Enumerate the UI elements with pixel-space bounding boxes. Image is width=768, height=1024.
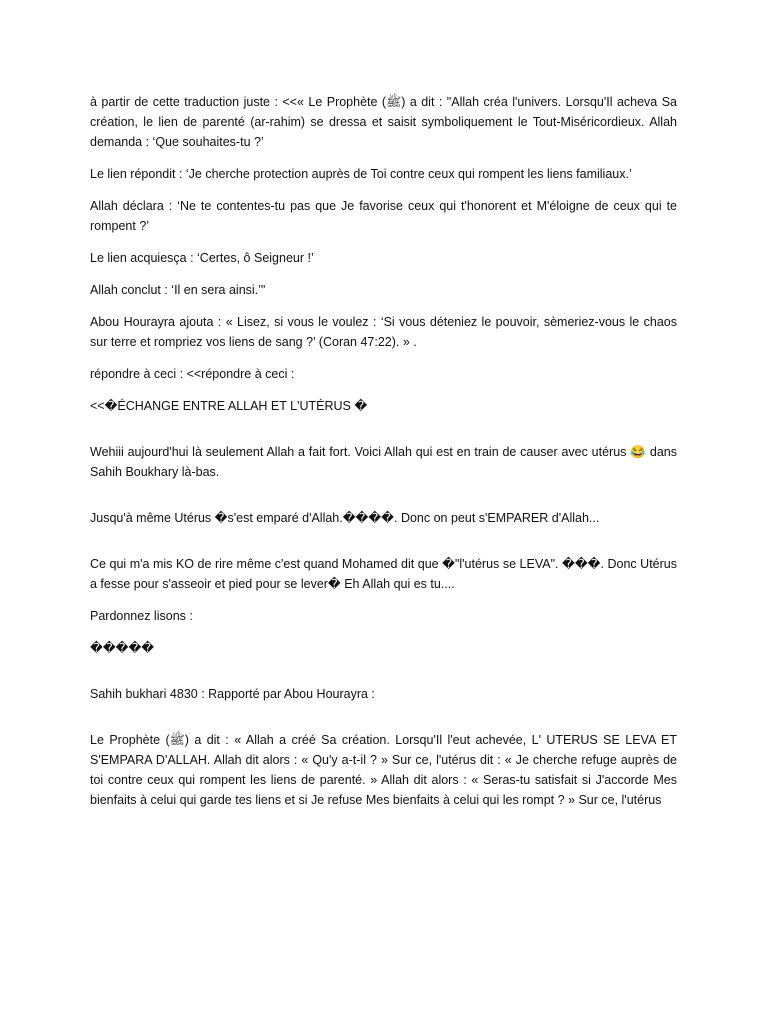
paragraph-bond-agrees: Le lien acquiesça : ‘Certes, ô Seigneur !’ [90,251,314,265]
paragraph-pardonnez: Pardonnez lisons : [90,609,193,623]
paragraph-translation-intro: à partir de cette traduction juste : <<« Le Prophète (ﷺ) a dit : "Allah créa l'univers. Lorsqu'Il acheva Sa création, le lien de parenté (ar-rahim) se dressa et saisit symboliquement le Tout-Miséricordieux. Allah demanda : ‘Que souhaites-tu ?’ [90,95,677,149]
document-body [90,92,677,822]
paragraph-abou-hourayra: Abou Hourayra ajouta : « Lisez, si vous le voulez : ‘Si vous déteniez le pouvoir, sèmeriez-vous le chaos sur terre et rompriez vos liens de sang ?’ (Coran 47:22). » . [90,315,677,349]
paragraph-ko-de-rire: Ce qui m'a mis KO de rire même c'est quand Mohamed dit que �"l'utérus se LEVA". ���. Donc Utérus a fesse pour s'asseoir et pied pour se lever� Eh Allah qui es tu.... [90,557,677,591]
paragraph-exchange-heading: <<�ÉCHANGE ENTRE ALLAH ET L'UTÉRUS � [90,399,368,413]
paragraph-reply-prompt: répondre à ceci : <<répondre à ceci : [90,367,295,381]
paragraph-jusqua: Jusqu'à même Utérus �s'est emparé d'Allah.����. Donc on peut s'EMPARER d'Allah... [90,511,600,525]
paragraph-wehiii: Wehiii aujourd'hui là seulement Allah a fait fort. Voici Allah qui est en train de causer avec utérus 😂 dans Sahih Boukhary là-bas. [90,445,677,479]
paragraph-allah-declares: Allah déclara : ‘Ne te contentes-tu pas que Je favorise ceux qui t'honorent et M'éloigne de ceux qui te rompent ?’ [90,199,677,233]
paragraph-sahih-reference: Sahih bukhari 4830 : Rapporté par Abou Hourayra : [90,687,375,701]
paragraph-hadith-text: Le Prophète (ﷺ) a dit : « Allah a créé Sa création. Lorsqu'Il l'eut achevée, L' UTERUS SE LEVA ET S'EMPARA D'ALLAH. Allah dit alors : « Qu'y a-t-il ? » Sur ce, l'utérus dit : « Je cherche refuge auprès de toi contre ceux qui rompent les liens de parenté. » Allah dit alors : « Seras-tu satisfait si J'accorde Mes bienfaits à celui qui garde tes liens et si Je refuse Mes bienfaits à celui qui les rompt ? » Sur ce, l'utérus [90,733,677,807]
paragraph-allah-concludes: Allah conclut : ‘Il en sera ainsi.’" [90,283,266,297]
paragraph-bond-reply: Le lien répondit : ‘Je cherche protection auprès de Toi contre ceux qui rompent les liens familiaux.’ [90,167,632,181]
paragraph-emoji-line: ����� [90,641,155,655]
